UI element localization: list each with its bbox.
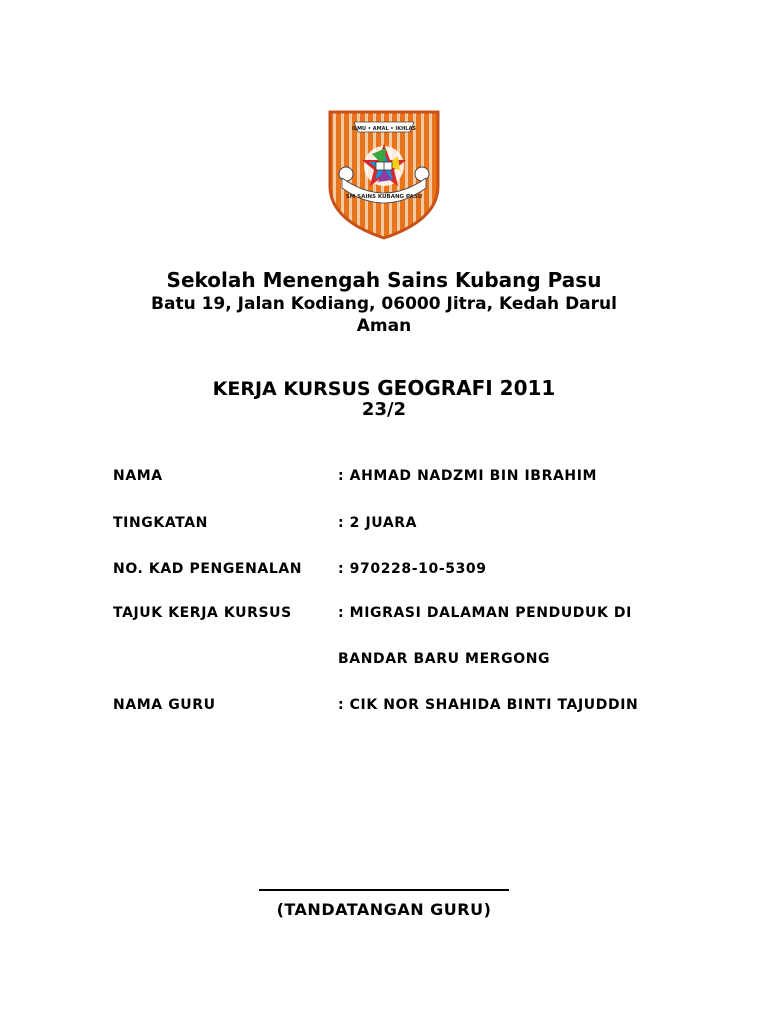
field-value-nama: : AHMAD NADZMI BIN IBRAHIM [338,468,598,484]
signature-label: (TANDATANGAN GURU) [276,900,492,919]
crest-bottom-banner-text: SM SAINS KUBANG PASU [345,194,423,200]
field-value-nama-guru: : CIK NOR SHAHIDA BINTI TAJUDDIN [338,697,639,713]
address-line-1: Batu 19, Jalan Kodiang, 06000 Jitra, Kedah Darul [151,294,617,314]
title-subject: GEOGRAFI 2011 [377,376,556,400]
subject-code: 23/2 [361,399,407,420]
school-address [140,293,628,337]
crest-top-banner-text: ILMU • AMAL • IKHLAS [352,126,416,132]
field-value-kad-pengenalan: : 970228-10-5309 [338,561,487,577]
signature-line [259,889,509,891]
field-label-tajuk: TAJUK KERJA KURSUS [113,605,292,621]
document-title [0,376,768,400]
field-label-nama-guru: NAMA GURU [113,697,216,713]
field-value-tajuk: : MIGRASI DALAMAN PENDUDUK DI [338,605,632,621]
school-name: Sekolah Menengah Sains Kubang Pasu [166,268,602,292]
title-prefix: KERJA KURSUS [212,378,371,400]
field-label-nama: NAMA [113,468,163,484]
field-value-tingkatan: : 2 JUARA [338,515,418,531]
field-value-tajuk-cont: BANDAR BARU MERGONG [338,651,551,667]
school-crest-logo [328,108,440,240]
address-line-2: Aman [356,316,412,336]
field-label-kad-pengenalan: NO. KAD PENGENALAN [113,561,303,577]
field-label-tingkatan: TINGKATAN [113,515,208,531]
